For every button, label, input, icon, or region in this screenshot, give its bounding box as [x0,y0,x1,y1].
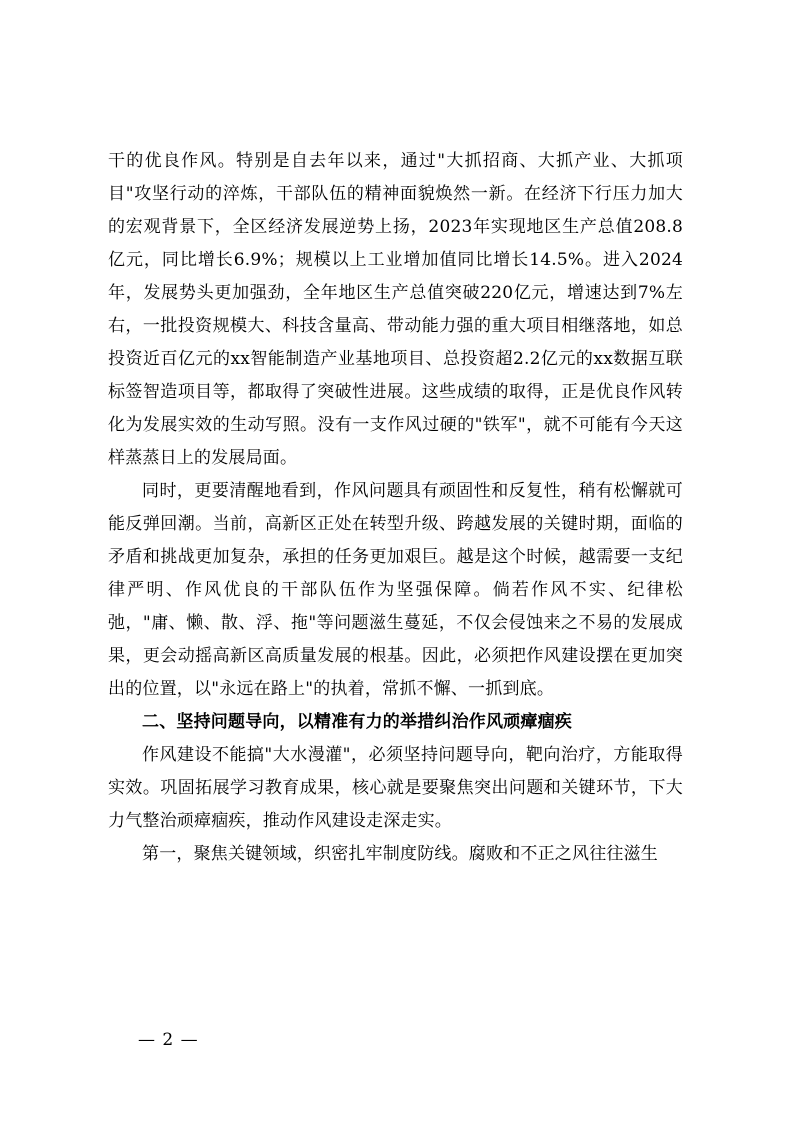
body-paragraph: 同时，更要清醒地看到，作风问题具有顽固性和反复性，稍有松懈就可能反弹回潮。当前，高新区正处在转型升级、跨越发展的关键时期，面临的矛盾和挑战更加复杂，承担的任务更加艰巨。越是这个时候，越需要一支纪律严明、作风优良的干部队伍作为坚强保障。倘若作风不实、纪律松弛，"庸、懒、散、浮、拖"等问题滋生蔓延，不仅会侵蚀来之不易的发展成果，更会动摇高新区高质量发展的根基。因此，必须把作风建设摆在更加突出的位置，以"永远在路上"的执着，常抓不懈、一抓到底。 [108,481,683,699]
body-paragraph: 作风建设不能搞"大水漫灌"，必须坚持问题导向，靶向治疗，方能取得实效。巩固拓展学习教育成果，核心就是要聚焦突出问题和关键环节，下大力气整治顽瘴痼疾，推动作风建设走深走实。 [108,745,683,831]
document-body [108,145,683,871]
page-number: — 2 — [138,1030,199,1050]
body-paragraph: 干的优良作风。特别是自去年以来，通过"大抓招商、大抓产业、大抓项目"攻坚行动的淬炼，干部队伍的精神面貌焕然一新。在经济下行压力加大的宏观背景下，全区经济发展逆势上扬，2023年实现地区生产总值208.8亿元，同比增长6.9%；规模以上工业增加值同比增长14.5%。进入2024年，发展势头更加强劲，全年地区生产总值突破220亿元，增速达到7%左右，一批投资规模大、科技含量高、带动能力强的重大项目相继落地，如总投资近百亿元的xx智能制造产业基地项目、总投资超2.2亿元的xx数据互联标签智造项目等，都取得了突破性进展。这些成绩的取得，正是优良作风转化为发展实效的生动写照。没有一支作风过硬的"铁军"，就不可能有今天这样蒸蒸日上的发展局面。 [108,151,683,468]
section-heading: 二、坚持问题导向，以精准有力的举措纠治作风顽瘴痼疾 [142,712,572,732]
body-paragraph: 第一，聚焦关键领域，织密扎牢制度防线。腐败和不正之风往往滋生 [142,844,658,864]
